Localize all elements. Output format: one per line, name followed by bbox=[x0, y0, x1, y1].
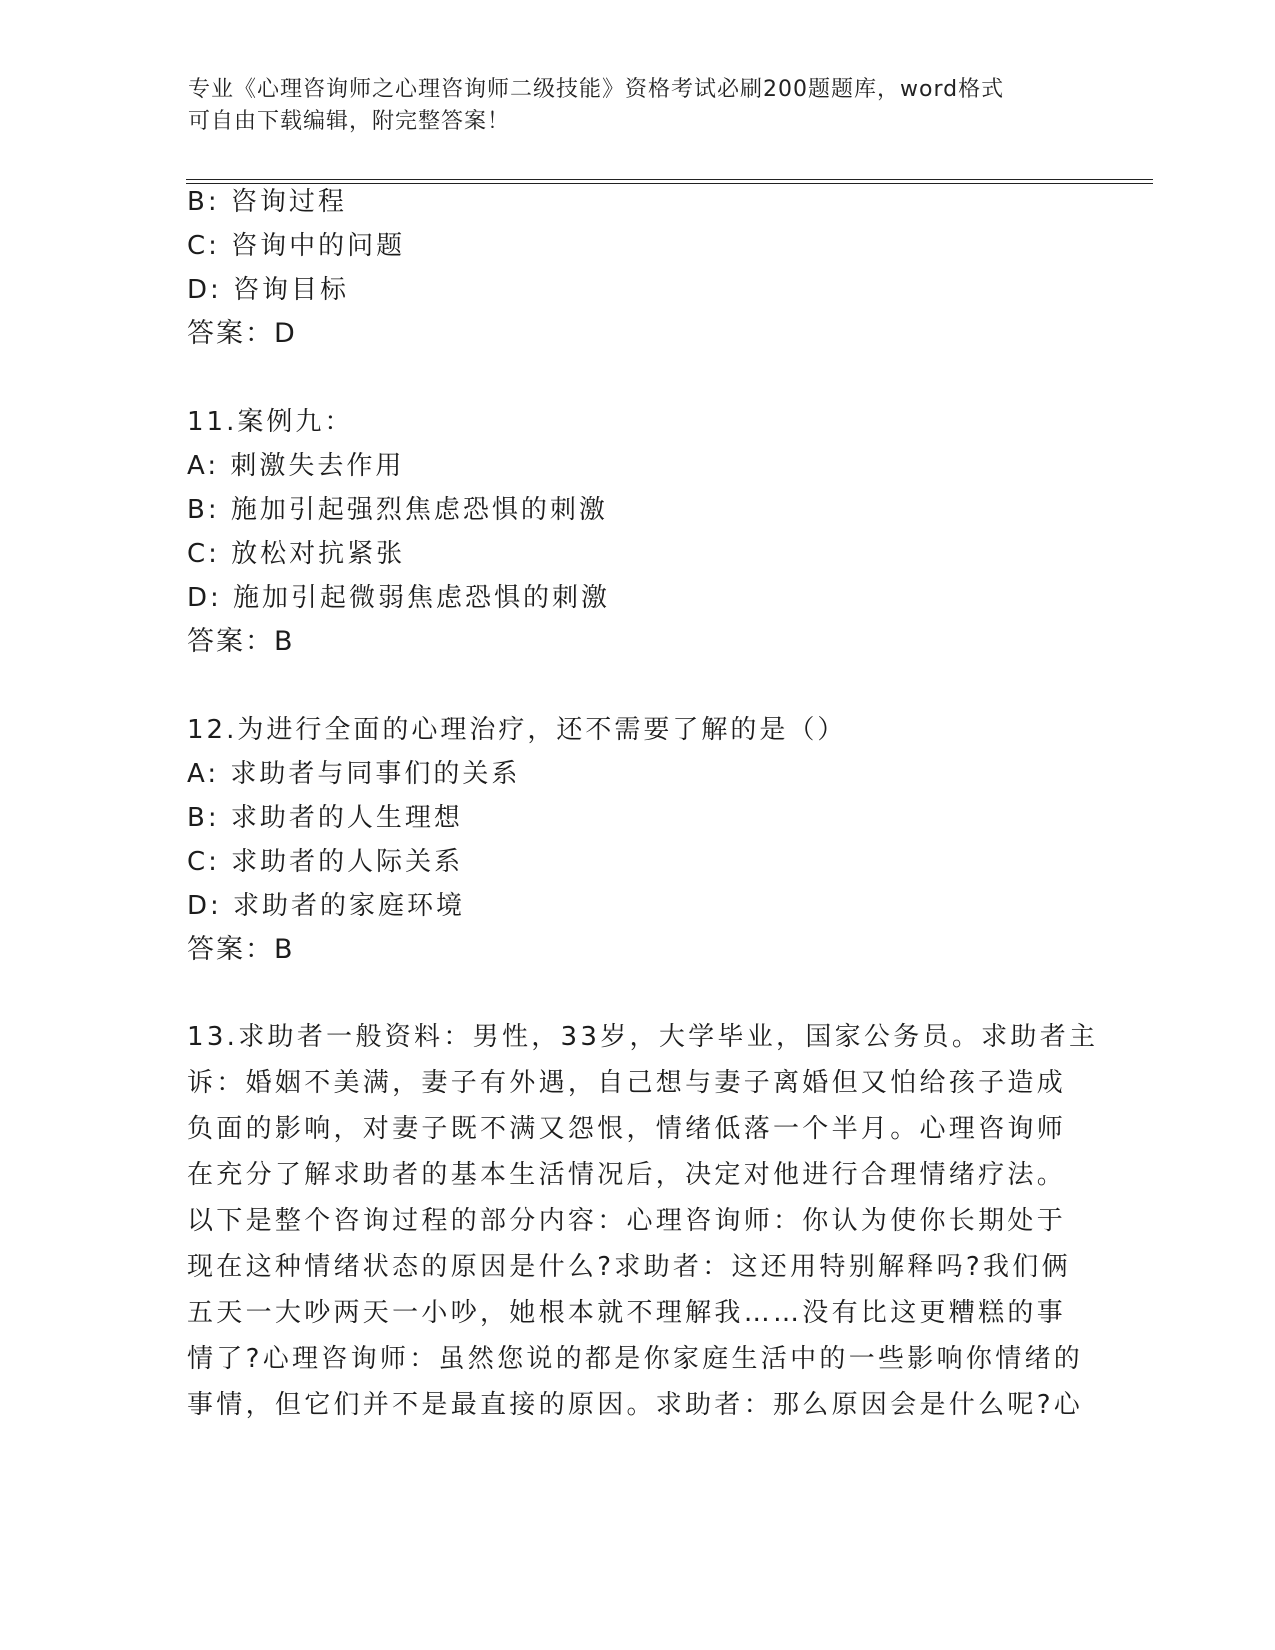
header-divider-top bbox=[186, 179, 1153, 180]
q10-answer: 答案：D bbox=[187, 318, 297, 349]
header-line-1: 专业《心理咨询师之心理咨询师二级技能》资格考试必刷200题题库，word格式 bbox=[188, 77, 1005, 102]
header-divider-bottom bbox=[186, 183, 1153, 184]
q12-stem: 12.为进行全面的心理治疗，还不需要了解的是（） bbox=[187, 715, 847, 745]
q12-option-a: A: 求助者与同事们的关系 bbox=[187, 759, 521, 789]
q11-option-b: B: 施加引起强烈焦虑恐惧的刺激 bbox=[187, 495, 608, 525]
q10-option-b: B: 咨询过程 bbox=[187, 187, 347, 217]
q13-line: 在充分了解求助者的基本生活情况后，决定对他进行合理情绪疗法。 bbox=[187, 1160, 1067, 1190]
q12-option-d: D: 求助者的家庭环境 bbox=[187, 891, 466, 921]
q13-line: 诉：婚姻不美满，妻子有外遇，自己想与妻子离婚但又怕给孩子造成 bbox=[187, 1068, 1067, 1098]
q13-line: 情了?心理咨询师：虽然您说的都是你家庭生活中的一些影响你情绪的 bbox=[187, 1344, 1084, 1374]
q13-line: 事情，但它们并不是最直接的原因。求助者：那么原因会是什么呢?心 bbox=[187, 1390, 1084, 1420]
q13-line: 负面的影响，对妻子既不满又怨恨，情绪低落一个半月。心理咨询师 bbox=[187, 1114, 1067, 1144]
q13-line: 五天一大吵两天一小吵，她根本就不理解我……没有比这更糟糕的事 bbox=[187, 1298, 1067, 1328]
q11-option-d: D: 施加引起微弱焦虑恐惧的刺激 bbox=[187, 583, 611, 613]
document-header bbox=[188, 74, 1088, 138]
q11-stem: 11.案例九： bbox=[187, 407, 354, 437]
q10-option-d: D: 咨询目标 bbox=[187, 275, 350, 305]
q13-line: 以下是整个咨询过程的部分内容：心理咨询师：你认为使你长期处于 bbox=[187, 1206, 1067, 1236]
q13-line: 13.求助者一般资料：男性，33岁，大学毕业，国家公务员。求助者主 bbox=[187, 1022, 1099, 1052]
q12-option-c: C: 求助者的人际关系 bbox=[187, 847, 464, 877]
q10-option-c: C: 咨询中的问题 bbox=[187, 231, 406, 261]
q11-option-a: A: 刺激失去作用 bbox=[187, 451, 405, 481]
header-line-2: 可自由下载编辑，附完整答案！ bbox=[188, 109, 511, 134]
q11-option-c: C: 放松对抗紧张 bbox=[187, 539, 406, 569]
q13-line: 现在这种情绪状态的原因是什么?求助者：这还用特别解释吗?我们俩 bbox=[187, 1252, 1071, 1282]
q11-answer: 答案：B bbox=[187, 626, 295, 657]
q13-paragraph bbox=[187, 1014, 1099, 1428]
q12-option-b: B: 求助者的人生理想 bbox=[187, 803, 463, 833]
q12-answer: 答案：B bbox=[187, 934, 295, 965]
